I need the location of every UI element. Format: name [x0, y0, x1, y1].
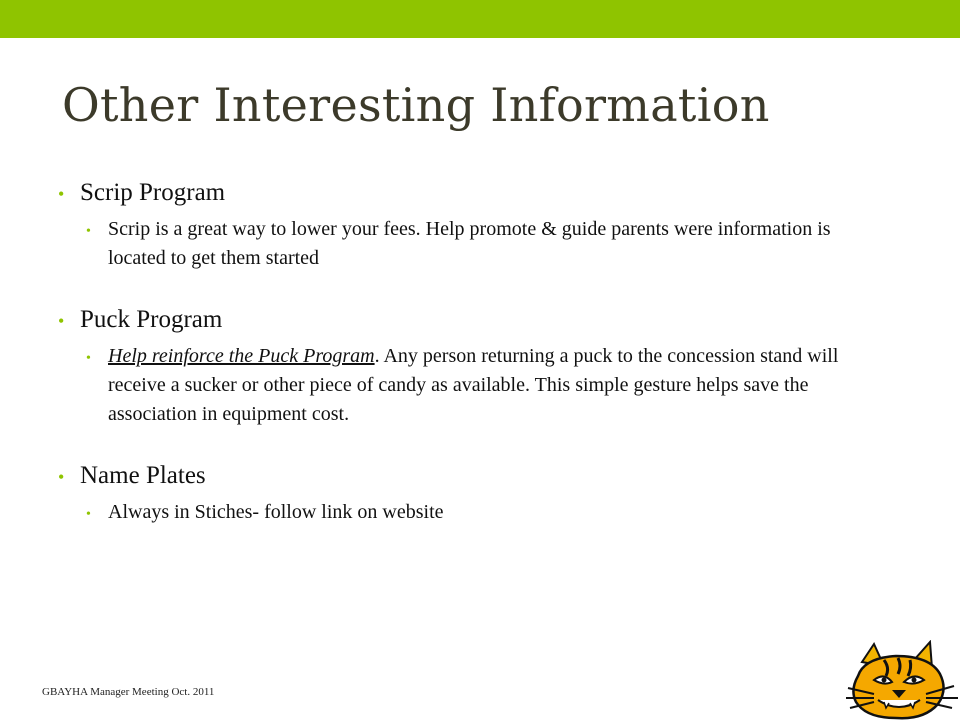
bullet-level2 — [86, 215, 906, 273]
bullet-icon: • — [58, 467, 65, 487]
section-heading: Scrip Program — [80, 179, 226, 206]
bullet-icon: • — [58, 311, 65, 331]
section-body: Always in Stiches- follow link on website — [108, 501, 444, 523]
bullet-icon: • — [86, 507, 91, 522]
section-puck-program — [56, 303, 906, 429]
bullet-icon: • — [86, 351, 91, 366]
puck-program-link[interactable]: Help reinforce the Puck Program — [108, 345, 375, 367]
slide-footer: GBAYHA Manager Meeting Oct. 2011 — [42, 686, 215, 698]
section-name-plates — [56, 459, 906, 529]
slide-title: Other Interesting Information — [62, 78, 770, 132]
bullet-level1 — [56, 303, 906, 338]
top-accent-bar — [0, 0, 960, 38]
section-body — [108, 342, 878, 429]
section-heading: Name Plates — [80, 462, 206, 489]
section-heading: Puck Program — [80, 306, 223, 333]
section-body: Scrip is a great way to lower your fees. Help promote & guide parents were information is located to get them started — [108, 218, 831, 269]
bullet-level1 — [56, 459, 906, 494]
bullet-level1 — [56, 176, 906, 211]
bullet-level2 — [86, 342, 906, 429]
slide-content — [56, 176, 906, 529]
bullet-icon: • — [58, 184, 65, 204]
section-body-text: . Any person returning a puck to the concession stand will receive a sucker or other piece of candy as available. This simple gesture helps save the association in equipment cost. — [108, 345, 839, 425]
section-scrip-program — [56, 176, 906, 273]
bullet-icon: • — [86, 224, 91, 239]
bullet-level2 — [86, 498, 906, 529]
wildcat-mascot-icon — [844, 640, 960, 720]
